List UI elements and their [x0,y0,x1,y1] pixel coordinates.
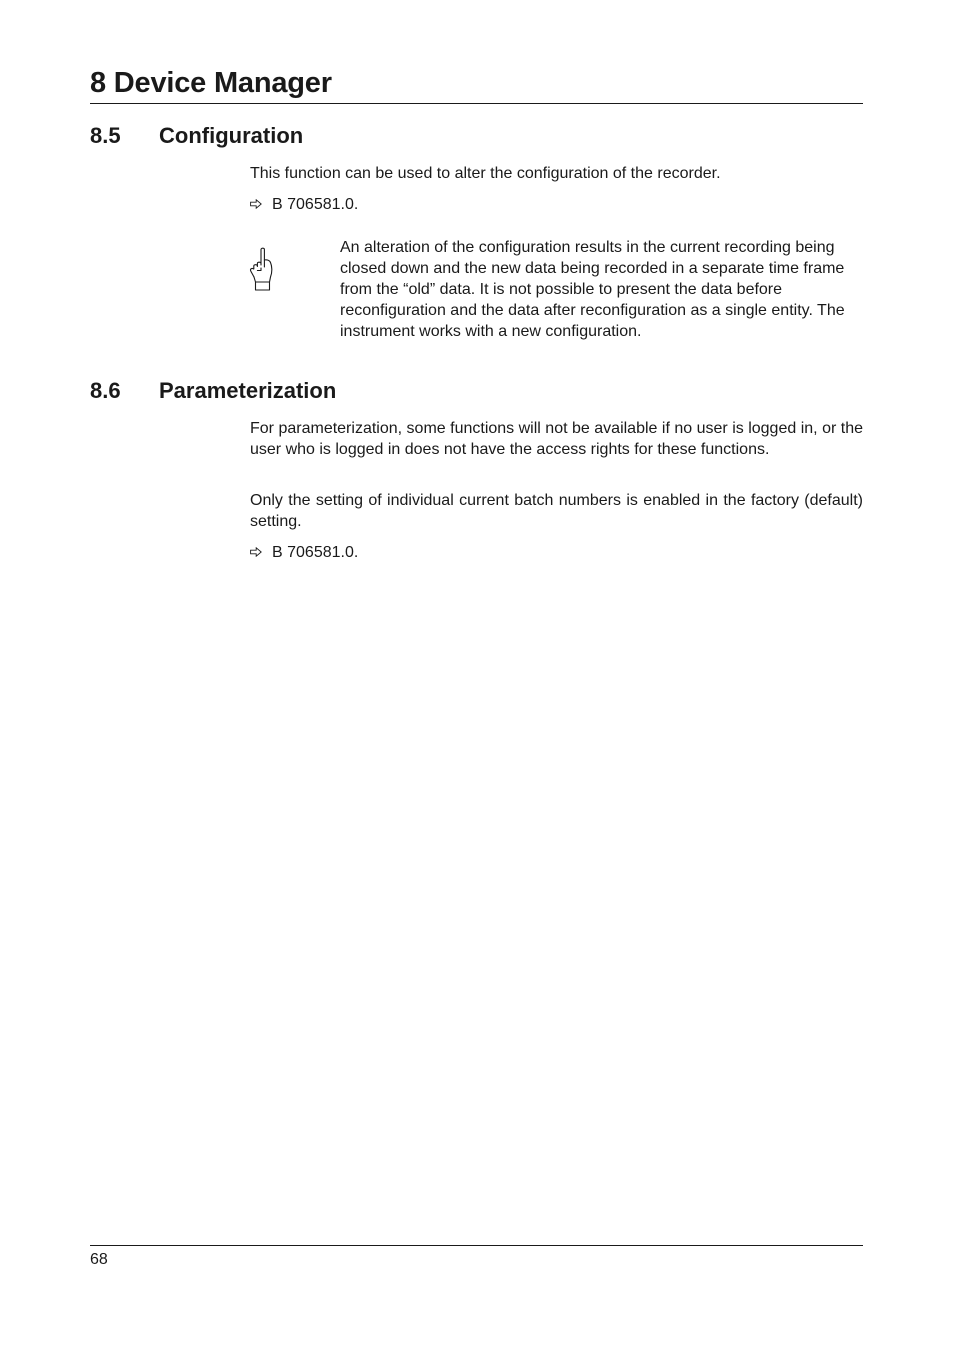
reference-text: B 706581.0. [272,544,359,561]
pointing-hand-icon [248,246,276,292]
chapter-divider [90,103,863,104]
section-title: Configuration [159,123,304,148]
section-number: 8.5 [90,123,121,148]
configuration-note: An alteration of the configuration results in the current recording being closed down and the new data being recorded in a separate time frame from the “old” data. It is not possible to present the data before reconfiguration and the data after reconfiguration as a single entity. The instrument works with a new configuration. [340,239,845,340]
arrow-right-icon [250,199,262,209]
footer-divider [90,1245,863,1246]
parameterization-paragraph-1: For parameterization, some functions will not be available if no user is logged in, or the user who is logged in does not have the access rights for these functions. [250,420,863,458]
parameterization-paragraph-2: Only the setting of individual current batch numbers is enabled in the factory (default) setting. [250,492,863,530]
parameterization-reference [250,542,358,563]
configuration-reference [250,194,358,215]
section-title: Parameterization [159,378,337,403]
section-heading-parameterization [90,377,336,405]
section-number: 8.6 [90,378,121,403]
reference-text: B 706581.0. [272,196,359,213]
arrow-right-icon [250,547,262,557]
section-heading-configuration [90,122,303,150]
configuration-intro: This function can be used to alter the configuration of the recorder. [250,165,721,182]
page-number: 68 [90,1251,108,1268]
chapter-title: 8 Device Manager [90,67,332,99]
